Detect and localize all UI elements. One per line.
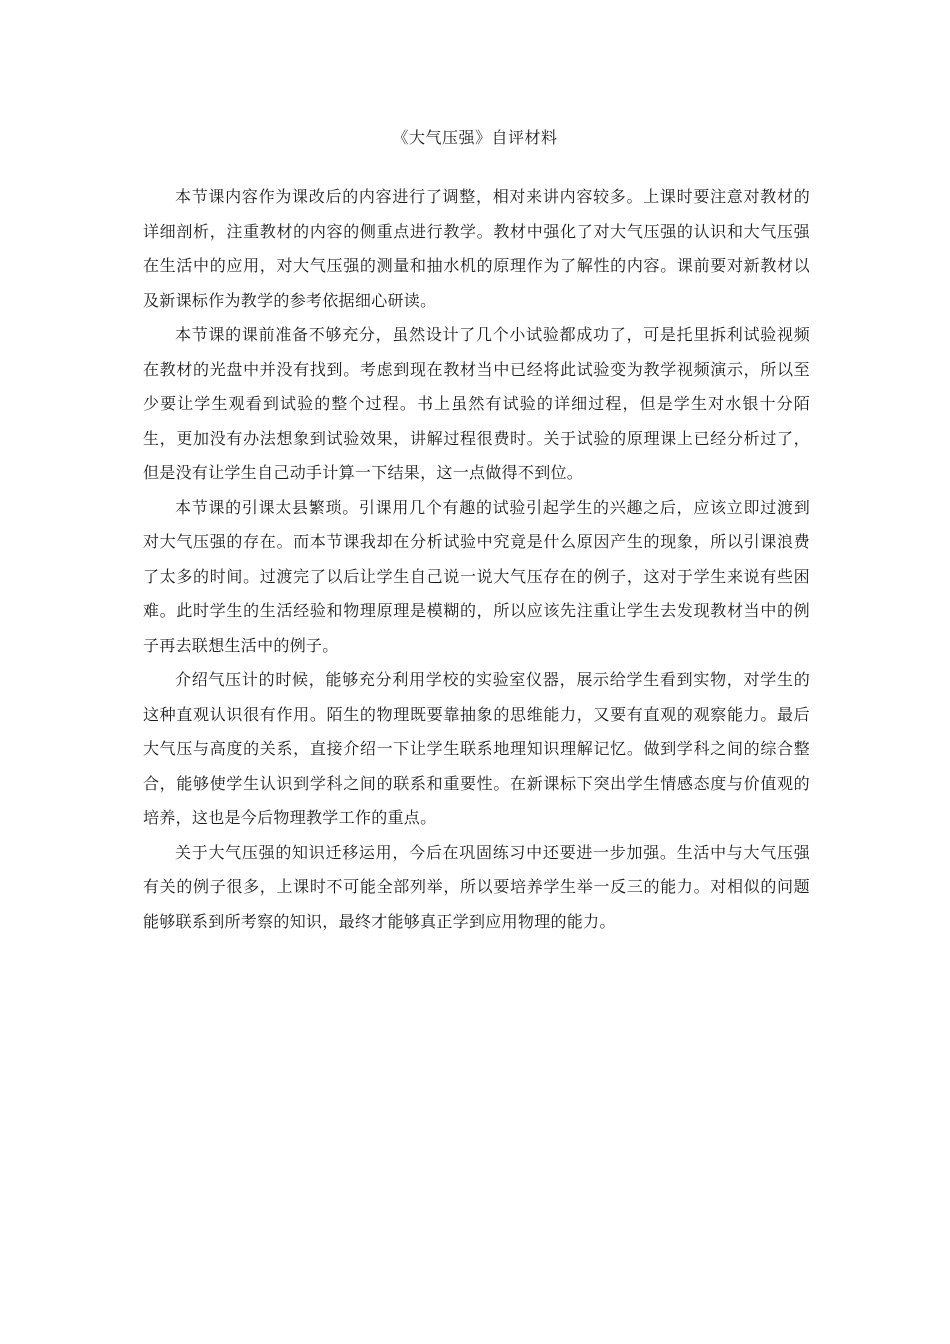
document-title: 《大气压强》自评材料 — [392, 128, 558, 147]
document-body — [143, 180, 810, 939]
paragraph-5: 关于大气压强的知识迁移运用，今后在巩固练习中还要进一步加强。生活中与大气压强有关的例子很多，上课时不可能全部列举，所以要培养学生举一反三的能力。对相似的问题能够联系到所考察的知识，最终才能够真正学到应用物理的能力。 — [143, 842, 810, 931]
paragraph-4: 介绍气压计的时候，能够充分利用学校的实验室仪器，展示给学生看到实物，对学生的这种直观认识很有作用。陌生的物理既要靠抽象的思维能力，又要有直观的观察能力。最后大气压与高度的关系，直接介绍一下让学生联系地理知识理解记忆。做到学科之间的综合整合，能够使学生认识到学科之间的联系和重要性。在新课标下突出学生情感态度与价值观的培养，这也是今后物理教学工作的重点。 — [143, 670, 810, 827]
paragraph-3: 本节课的引课太县繁琐。引课用几个有趣的试验引起学生的兴趣之后，应该立即过渡到对大气压强的存在。而本节课我却在分析试验中究竟是什么原因产生的现象，所以引课浪费了太多的时间。过渡完了以后让学生自己说一说大气压存在的例子，这对于学生来说有些困难。此时学生的生活经验和物理原理是模糊的，所以应该先注重让学生去发现教材当中的例子再去联想生活中的例子。 — [143, 497, 810, 655]
paragraph-1: 本节课内容作为课改后的内容进行了调整，相对来讲内容较多。上课时要注意对教材的详细剖析，注重教材的内容的侧重点进行教学。教材中强化了对大气压强的认识和大气压强在生活中的应用，对大气压强的测量和抽水机的原理作为了解性的内容。课前要对新教材以及新课标作为教学的参考依据细心研读。 — [143, 187, 810, 310]
paragraph-2: 本节课的课前准备不够充分，虽然设计了几个小试验都成功了，可是托里拆利试验视频在教材的光盘中并没有找到。考虑到现在教材当中已经将此试验变为教学视频演示，所以至少要让学生观看到试验的整个过程。书上虽然有试验的详细过程，但是学生对水银十分陌生，更加没有办法想象到试验效果，讲解过程很费时。关于试验的原理课上已经分析过了，但是没有让学生自己动手计算一下结果，这一点做得不到位。 — [143, 325, 810, 482]
